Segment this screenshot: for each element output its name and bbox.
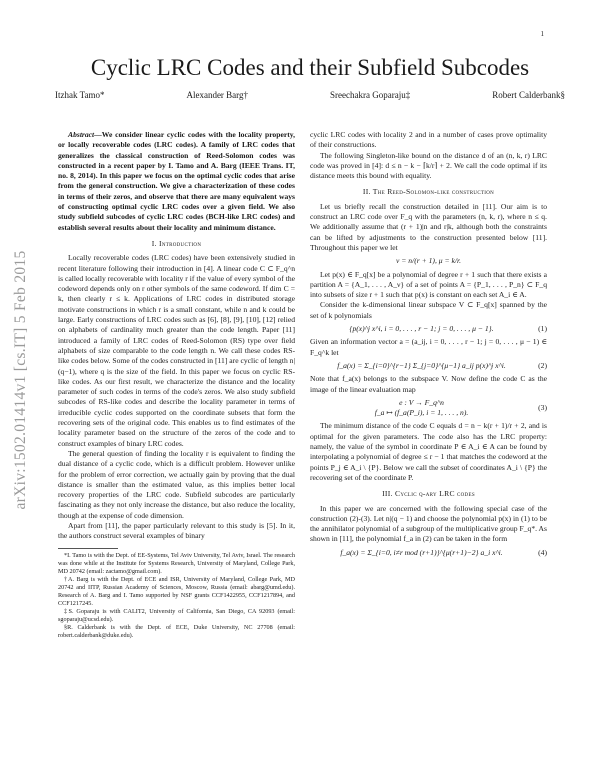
right-paragraph-7: Note that f_a(x) belongs to the subspace V. Now define the code C as the image of the linear evaluation map [310, 374, 547, 394]
equation-2-body: f_a(x) = Σ_{i=0}^{r−1} Σ_{j=0}^{μ−1} a_ij p(x)^j x^i. [337, 360, 506, 370]
right-paragraph-9: In this paper we are concerned with the following special case of the construction (2)-(3). Let n|(q − 1) and choose the polynomial p(x) in (1) to be the annihilator polynomial of a subgroup of the multiplicative group F_q*. As shown in [11], the polynomial f_a in (2) can be taken in the form [310, 503, 547, 544]
equation-2 [310, 361, 547, 371]
right-paragraph-1: cyclic LRC codes with locality 2 and in a number of cases prove optimality of their constructions. [310, 130, 547, 150]
right-column [310, 130, 547, 561]
abstract-label: Abstract [68, 130, 95, 139]
equation-1 [310, 324, 547, 334]
right-paragraph-2: The following Singleton-like bound on the distance d of an (n, k, r) LRC code was proved in [4]: d ≤ n − k − ⌈k/r⌉ + 2. We call the code optimal if its distance meets this bound with equality. [310, 150, 547, 181]
author-3: Sreechakra Goparaju‡ [330, 90, 411, 100]
right-paragraph-6: Given an information vector a = (a_ij, i = 0, . . . , r − 1; j = 0, . . . , μ − 1) ∈ F_q^k let [310, 337, 547, 357]
equation-3-number: (3) [538, 402, 547, 412]
footnote-tamo: *I. Tamo is with the Dept. of EE-Systems, Tel Aviv University, Tel Aviv, Israel. The research was done while at the Institute for Systems Research, University of Maryland, College Park, MD 20742 (email: zactamo@gmail.com). [58, 551, 295, 575]
right-paragraph-4: Let p(x) ∈ F_q[x] be a polynomial of degree r + 1 such that there exists a partition A = {A_1, . . . , A_ν} of a set of points A = {P_1, . . . , P_n} ⊂ F_q into subsets of size r + 1 such that p(x) is constant on each set A_i ∈ A. [310, 269, 547, 300]
equation-4 [310, 548, 547, 558]
equation-4-body: f_a(x) = Σ_{i=0, i≠r mod (r+1)}^{μ(r+1)−2} a_i x^i. [340, 547, 503, 557]
equation-3-line-1: e : V → F_q^n [399, 397, 444, 407]
author-2: Alexander Barg† [186, 90, 249, 100]
footnote-rule [58, 548, 118, 549]
page-number: 1 [540, 30, 544, 38]
equation-1-body: {p(x)^j x^i, i = 0, . . . , r − 1; j = 0, . . . , μ − 1}. [349, 324, 494, 334]
right-paragraph-8: The minimum distance of the code C equals d = n − k(r + 1)/r + 2, and is optimal for the given parameters. The code also has the LRC property: namely, the value of the symbol in coordinate P ∈ A_i ∈ A can be found by interpolating a polynomial of degree ≤ r − 1 that matches the codeword at the points P_j ∈ A_i \ {P}. Below we call the subset of coordinates A_i \ {P} the recovering set of the coordinate P. [310, 421, 547, 482]
equation-1-number: (1) [538, 324, 547, 334]
author-4: Robert Calderbank§ [492, 90, 565, 100]
intro-paragraph-3: Apart from [11], the paper particularly relevant to this study is [5]. In it, the authors construct several examples of binary [58, 520, 295, 541]
right-paragraph-5: Consider the k-dimensional linear subspace V ⊂ F_q[x] spanned by the set of k polynomials [310, 300, 547, 320]
footnote-barg: †A. Barg is with the Dept. of ECE and ISR, University of Maryland, College Park, MD 20742 and IITP, Russian Academy of Sciences, Moscow, Russia (email: abarg@umd.edu). Research of A. Barg and I. Tamo supported by NSF grants CCF1422955, CCF1217894, and CCF1217245. [58, 575, 295, 607]
section-rs-construction-title: II. The Reed-Solomon-like construction [362, 187, 495, 197]
right-paragraph-3: Let us briefly recall the construction detailed in [11]. Our aim is to construct an LRC code over F_q with the parameters (n, k, r), where n ≤ q. We additionally assume that (r + 1)|n and r|k, although both the constraints can be lifted by adjustments to the construction presented below [11]. Throughout this paper we let [310, 201, 547, 252]
abstract-text: —We consider linear cyclic codes with the locality property, or locally recoverable codes (LRC codes). A family of LRC codes that generalizes the classical construction of Reed-Solomon codes was constructed in a recent paper by I. Tamo and A. Barg (IEEE Trans. IT, no. 8, 2014). In this paper we focus on the optimal cyclic codes that arise from the general construction. We give a characterization of these codes in terms of their zeros, and observe that there are many equivalent ways of constructing optimal cyclic LRC codes over a given field. We also study subfield subcodes of cyclic LRC codes (BCH-like LRC codes) and establish several results about their locality and minimum distance. [58, 130, 295, 232]
author-1: Itzhak Tamo* [55, 90, 105, 100]
paper-title: Cyclic LRC Codes and their Subfield Subcodes [90, 55, 530, 80]
equation-nu-mu-body: ν = n/(r + 1), μ = k/r. [396, 256, 461, 266]
arxiv-stamp-box [4, 190, 38, 570]
intro-paragraph-2: The general question of finding the locality r is equivalent to finding the dual distance of a cyclic code, which is a difficult problem. However unlike for the problem of error correction, we actually gain by proving that the dual distance is smaller than the estimated value, as this implies better local recovery properties of the LRC code. Subfield subcodes are particularly fascinating as they not only increase the distance, but also reduce the locality, though at the expense of code dimension. [58, 448, 295, 520]
abstract [58, 130, 295, 233]
equation-4-number: (4) [538, 547, 547, 557]
equation-nu-mu [310, 256, 547, 266]
equation-3 [310, 398, 547, 419]
section-cyclic-title: III. Cyclic q-ary LRC codes [382, 489, 475, 499]
arxiv-stamp: arXiv:1502.01414v1 [cs.IT] 5 Feb 2015 [12, 250, 29, 510]
intro-paragraph-1: Locally recoverable codes (LRC codes) have been extensively studied in recent literature following their introduction in [4]. A linear code C ⊂ F_q^n is called locally recoverable with locality r if the value of every symbol of the codeword depends only on r other symbols of the same codeword. If dim C = k, then clearly r ≤ k. Applications of LRC codes in distributed storage motivate constructions in which r is a small constant, while n and k could be large. Early constructions of LRC codes such as [6], [8], [9], [10], [12] relied on alphabets of cardinality much greater than the code length. Paper [11] introduced a family of LRC codes of Reed-Solomon (RS) type over field alphabets of size comparable to the code length n. We call these codes RS-like codes below. Some of the codes constructed in [11] are cyclic of length n|(q−1), where q is the size of the field. In this paper we focus on cyclic RS-like codes. As our first result, we characterize the distance and the locality parameter of such codes in terms of the code's zeros. We also study subfield subcodes of RS-like codes and describe the locality parameter in terms of irreducible cyclic codes supported on the coordinate subsets that form the recovering sets of the original code. This enables us to find estimates of the locality parameter based on the structure of the zeros of the code and to construct examples of binary LRC codes. [58, 253, 295, 448]
equation-3-body [310, 398, 533, 419]
footnote-goparaju: ‡S. Goparaju is with CALIT2, University of California, San Diego, CA 92093 (email: sgoparaju@ucsd.edu). [58, 607, 295, 623]
author-list [55, 90, 565, 100]
footnote-calderbank: §R. Calderbank is with the Dept. of ECE, Duke University, NC 27708 (email: robert.calderbank@duke.edu). [58, 623, 295, 639]
left-column [58, 130, 295, 640]
equation-2-number: (2) [538, 360, 547, 370]
section-introduction-title: I. Introduction [151, 238, 202, 248]
equation-3-line-2: f_a ↦ (f_a(P_i), i = 1, . . . , n). [374, 408, 469, 418]
